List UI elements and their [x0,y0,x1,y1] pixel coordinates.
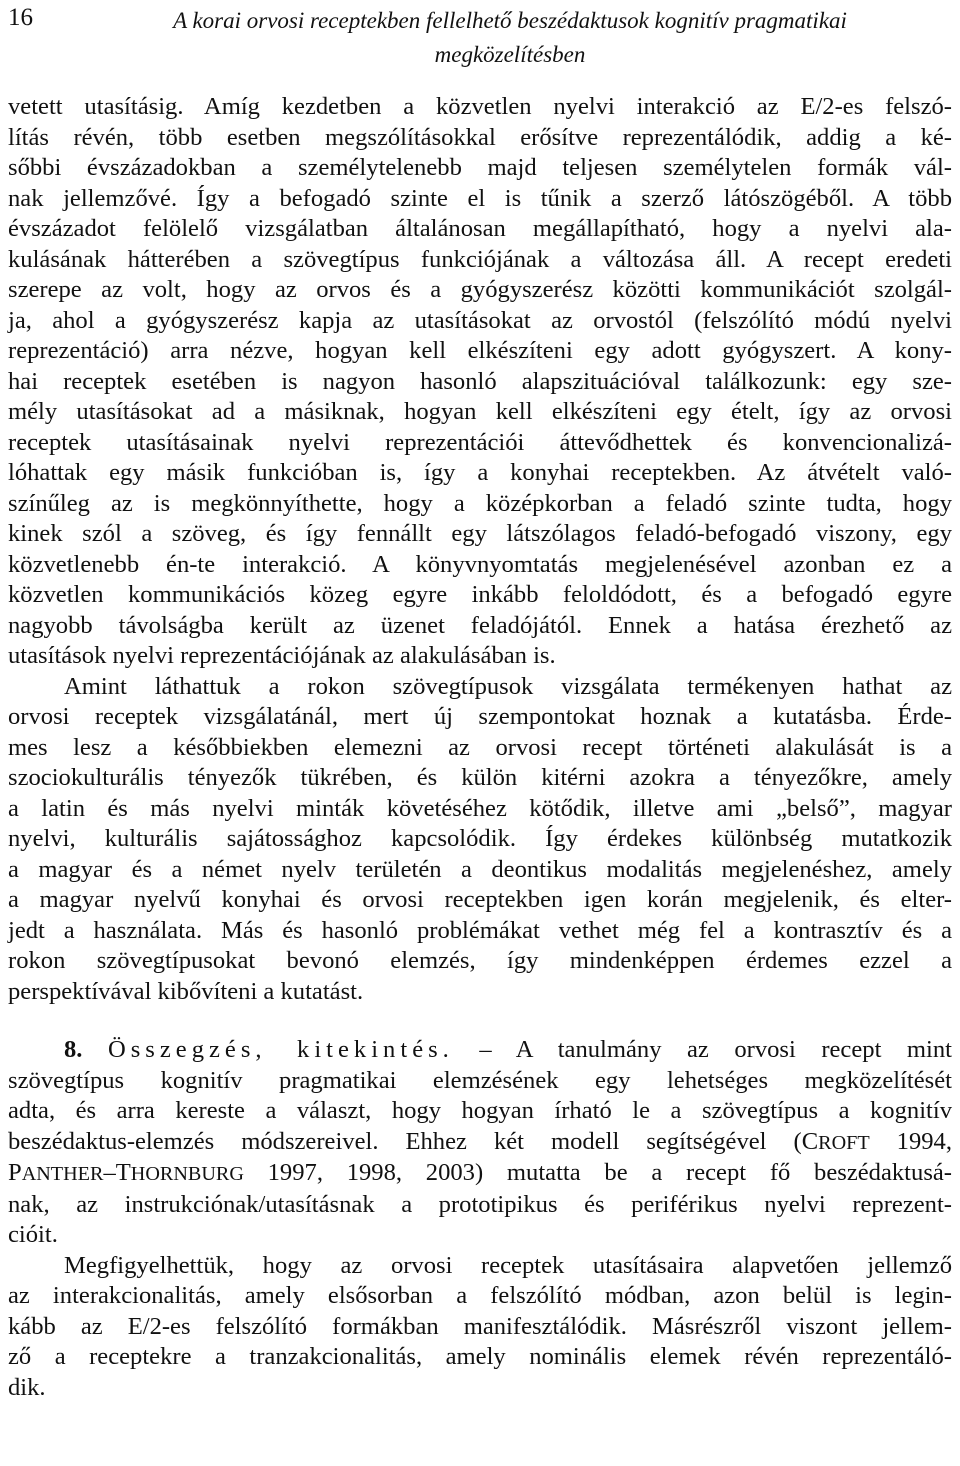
text-line: sőbbi évszázadokban a személytelenebb majd teljesen személytelen formák vál- [8,154,952,181]
text-line: rokon szövegtípusokat bevonó elemzés, így mindenképpen érdemes ezzel a [8,947,952,974]
page-number: 16 [8,4,33,31]
text-line: közvetlenebb én-te interakció. A könyvnyomtatás megjelenésével azonban ez a [8,550,952,578]
text-line: mély utasításokat ad a másiknak, hogyan kell elkészíteni egy ételt, így az orvosi [8,398,952,425]
text-line: vetett utasításig. Amíg kezdetben a közvetlen nyelvi interakció az E/2-es felszó- [8,93,952,120]
text-run: 1997, 1998, 2003) mutatta be a recept fő beszédaktusá- [243,1159,952,1186]
text-line: lítás révén, több esetben megszólításokkal erősítve reprezentálódik, addig a ké- [8,123,952,151]
text-line: kulásának hátterében a szövegtípus funkciójának a változása áll. A recept eredeti [8,245,952,273]
author-initial: T [115,1159,131,1186]
text-run: – A tanulmány az orvosi recept mint [479,1036,952,1063]
text-line: utasítások nyelvi reprezentációjának az alakulásában is. [8,642,556,669]
author-small-caps: HORNBURG [130,1163,244,1185]
text-line: receptek utasításainak nyelvi reprezentációi áttevődhettek és konvencionalizá- [8,428,952,456]
text-line: orvosi receptek vizsgálatánál, mert új szempontokat hoznak a kutatásba. Érde- [8,703,952,730]
section-heading-line [8,1035,952,1066]
text-line: ző a receptekre a tranzakcionalitás, amely nominális elemek révén reprezentáló- [8,1343,952,1370]
text-line: hai receptek esetében is nagyon hasonló alapszituációval találkozunk: egy sze- [8,367,952,395]
text-line [8,1127,952,1159]
text-line: kinek szól a szöveg, és így fennállt egy látszólagos feladó-befogadó viszony, egy [8,520,952,547]
text-line: a magyar és a német nyelv területén a deontikus modalitás megjelenéshez, amely [8,855,952,883]
author-initial: P [8,1159,22,1186]
text-line [8,1158,952,1190]
author-dash: – [103,1159,116,1186]
text-line: lóhattak egy másik funkcióban is, így a konyhai receptekben. Az átvételt való- [8,459,952,486]
text-line: szövegtípus kognitív pragmatikai elemzésének egy lehetséges megközelítését [8,1066,952,1094]
text-line: a latin és más nyelvi minták követéséhez kötődik, illetve ami „belső”, magyar [8,794,952,822]
text-line: évszázadot felölelő vizsgálatban általánosan megállapítható, hogy a nyelvi ala- [8,215,952,242]
paragraph [8,1251,952,1404]
text-run: beszédaktus-elemzés módszereivel. Ehhez két modell segítségével ( [8,1127,802,1155]
text-line: nak, az instrukciónak/utasításnak a prototipikus és periférikus nyelvi reprezent- [8,1190,952,1218]
text-line: a magyar nyelvű konyhai és orvosi receptekben igen korán megjelenik, és elter- [8,886,952,913]
text-line: nyelvi, kulturális sajátossághoz kapcsolódik. Így érdekes különbség mutatkozik [8,825,952,852]
text-line: nak jellemzővé. Így a befogadó szinte el is tűnik a szerző látószögéből. A több [8,184,952,212]
page-body [8,92,952,1403]
text-line: reprezentáció) arra nézve, hogyan kell elkészíteni egy adott gyógyszert. A kony- [8,337,952,364]
text-line: dik. [8,1373,46,1401]
text-line: kább az E/2-es felszólító formákban manifesztálódik. Másrészről viszont jellem- [8,1312,952,1340]
running-header [90,4,930,72]
paragraph [8,92,952,672]
section-number: 8. [64,1036,83,1063]
text-line: ja, ahol a gyógyszerész kapja az utasításokat az orvostól (felszólító módú nyelvi [8,306,952,334]
text-line: Megfigyelhettük, hogy az orvosi receptek utasításaira alapvetően jellemző [64,1251,952,1279]
text-run: 1994, [869,1127,953,1155]
author-initial: C [801,1127,819,1155]
paragraph [8,672,952,1008]
running-header-line: megközelítésben [434,42,586,67]
text-line: nagyobb távolságba került az üzenet feladójától. Ennek a hatása érezhető az [8,611,952,639]
author-small-caps: ANTHER [21,1163,104,1185]
text-line: cióit. [8,1221,58,1248]
text-line: jedt a használata. Más és hasonló problémákat vethet még fel a kontrasztív és a [8,916,952,944]
text-line: adta, és arra kereste a választ, hogy hogyan írható le a szövegtípus a kognitív [8,1097,952,1124]
text-line: színűleg az is megkönnyíthette, hogy a középkorban a feladó szinte tudta, hogy [8,489,952,517]
running-header-line: A korai orvosi receptekben fellelhető beszédaktusok kognitív pragmatikai [173,8,847,33]
text-line: szerepe az volt, hogy az orvos és a gyógyszerész közötti kommunikációt szolgál- [8,276,952,303]
text-line: szociokulturális tényezők tükrében, és külön kitérni azokra a tényezőkre, amely [8,764,952,791]
text-line: mes lesz a későbbiekben elemezni az orvosi recept történeti alakulását is a [8,733,952,761]
section-paragraph [8,1035,952,1251]
text-line: közvetlen kommunikációs közeg egyre inkább feloldódott, és a befogadó egyre [8,581,952,608]
text-line: Amint láthattuk a rokon szövegtípusok vizsgálata termékenyen hathat az [64,672,952,700]
text-line: perspektívával kibővíteni a kutatást. [8,977,364,1005]
section-gap [8,1007,952,1035]
text-line: az interakcionalitás, amely elsősorban a felszólító módban, azon belül is legin- [8,1282,952,1309]
section-title: Összegzés, kitekintés. [107,1036,454,1063]
author-small-caps: ROFT [818,1131,870,1154]
